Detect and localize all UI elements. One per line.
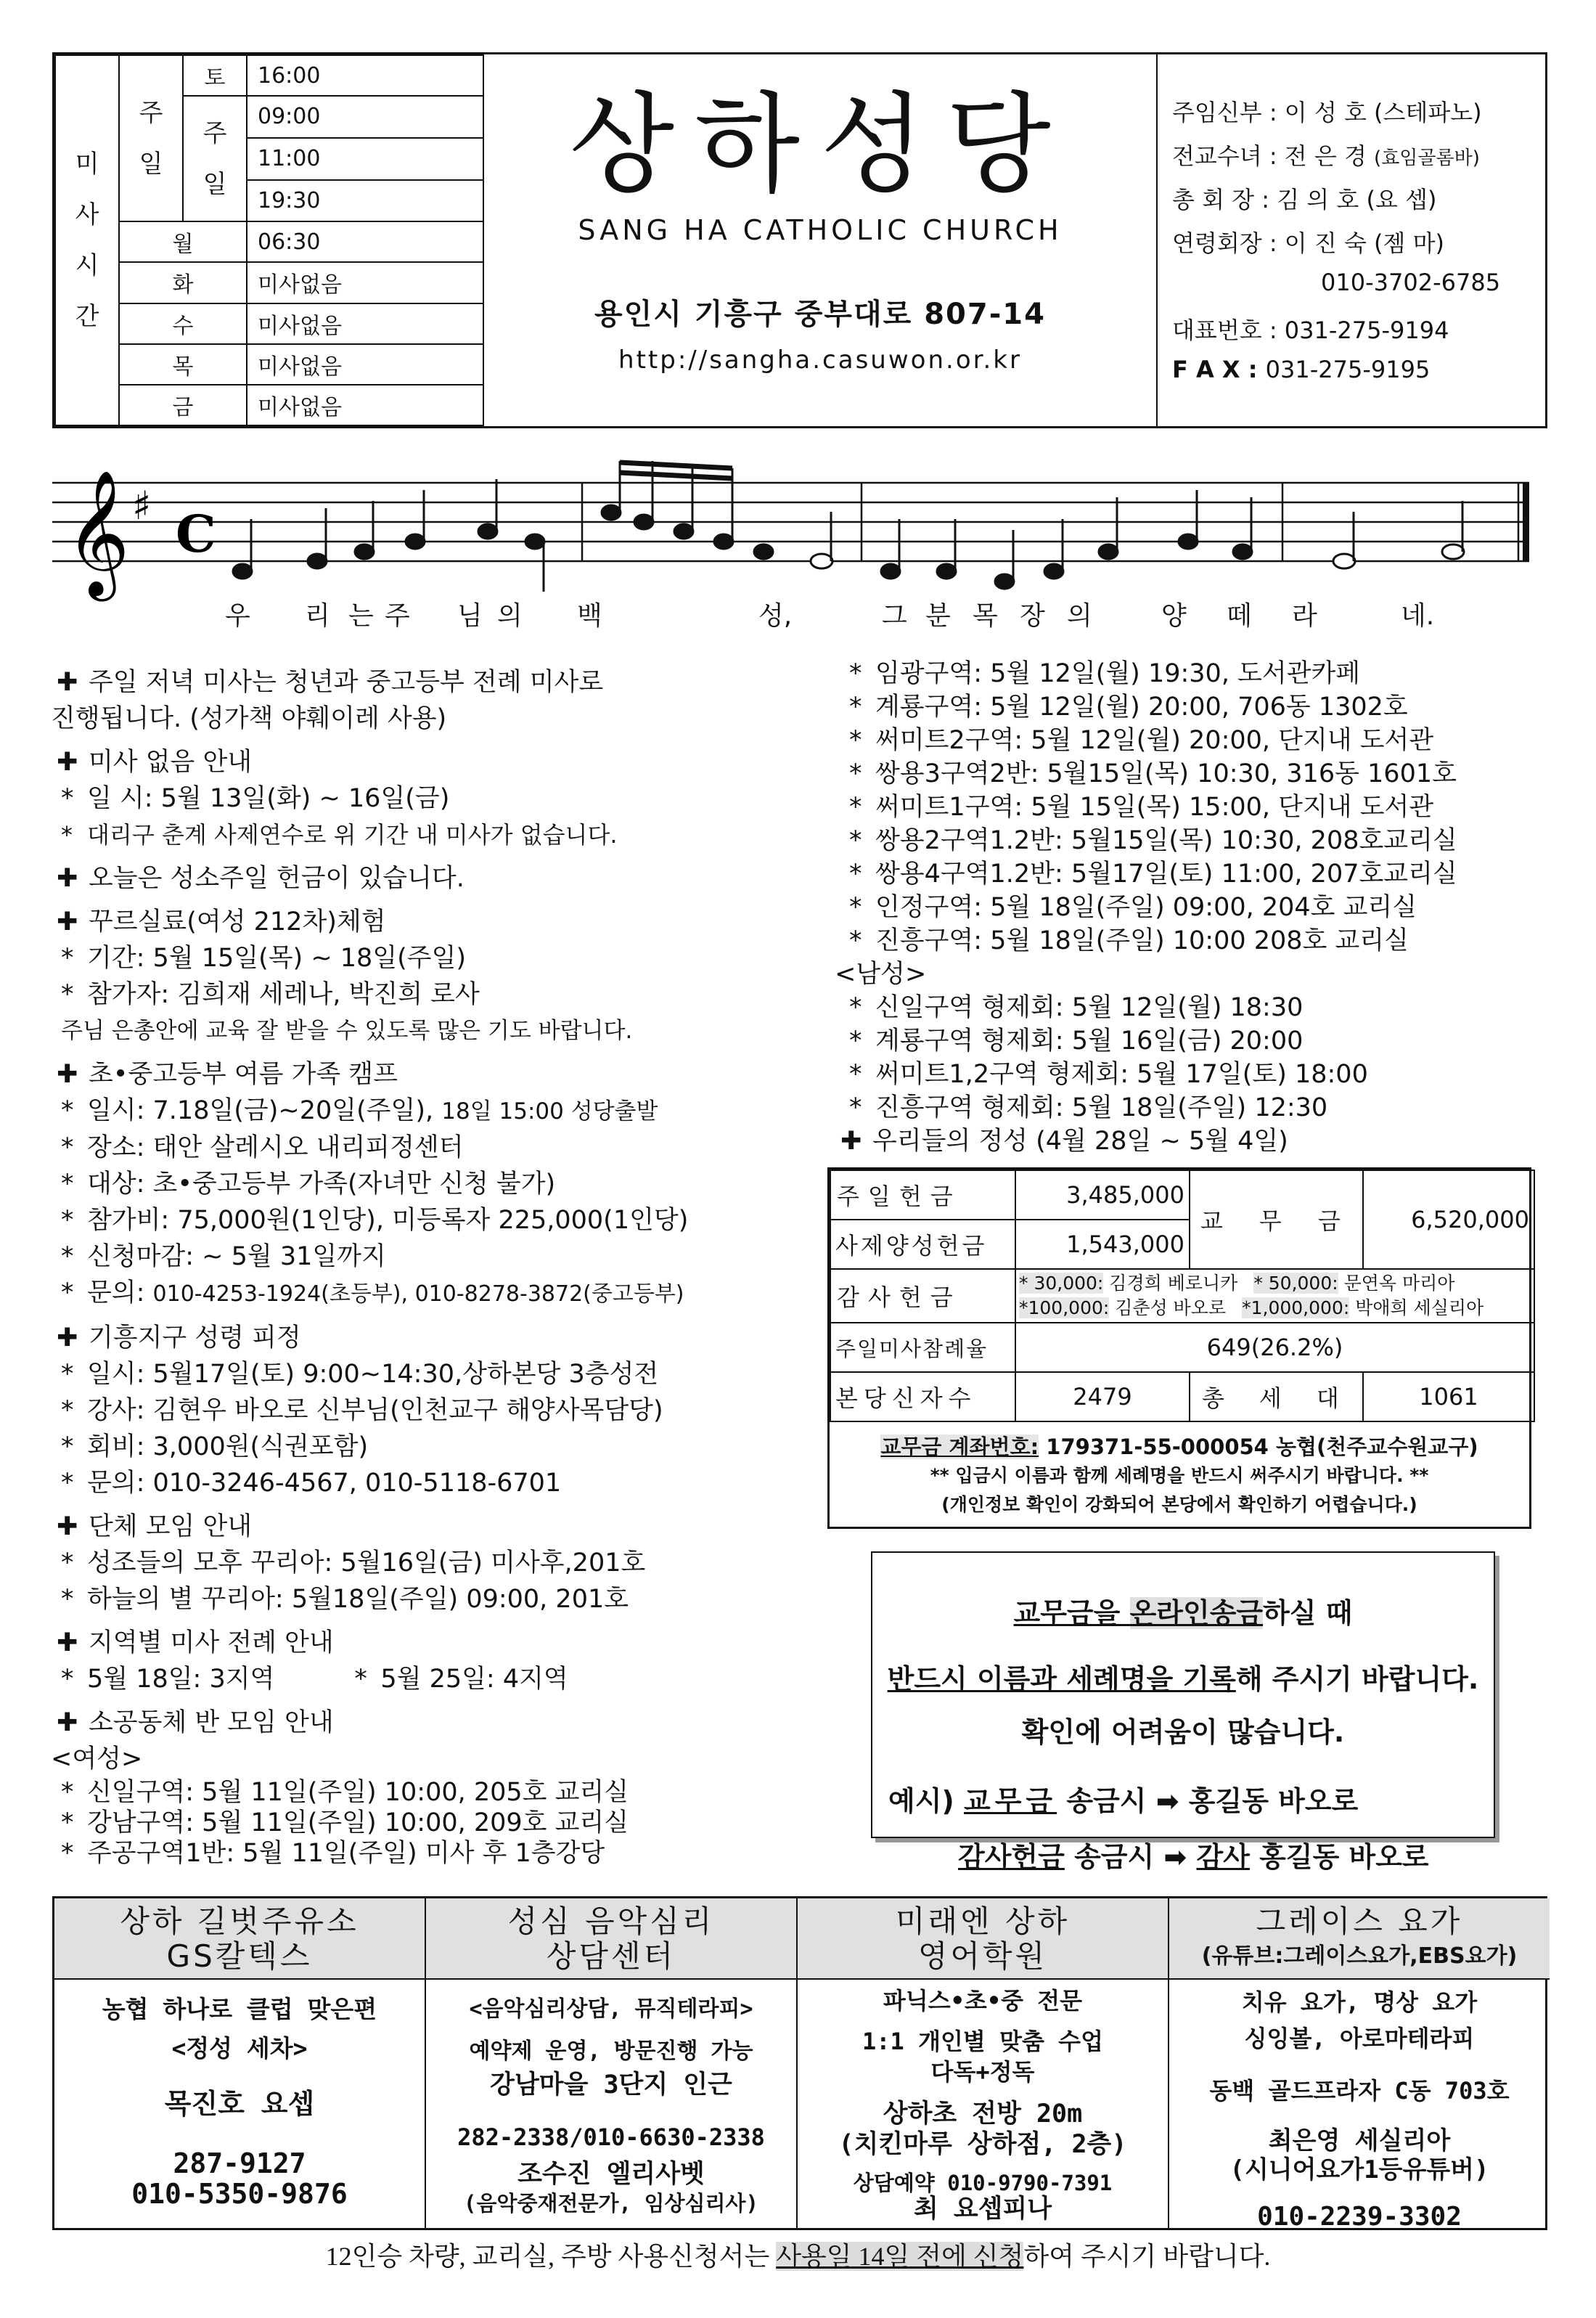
announcement-item: * 참가비: 75,000원(1인당), 미등록자 225,000(1인당) [61,1206,689,1235]
announcement-title: ✚ 초•중고등부 여름 가족 캠프 [51,1056,827,1093]
school-fee-value: 6,520,000 [1363,1170,1534,1269]
members-value: 2479 [1015,1372,1190,1421]
announcement-item: * 문의: 010-3246-4567, 010-5118-6701 [61,1469,562,1498]
announcement-item: * 진흥구역 형제회: 5월 18일(주일) 12:30 [849,1093,1328,1122]
sunday-time: 11:00 [247,138,483,180]
announcement-item: * 인정구역: 5월 18일(주일) 09:00, 204호 교리실 [849,893,1417,922]
thanks-offering-label: 감사헌금 [830,1269,1015,1323]
staff-list [1172,94,1542,399]
online-transfer-notice: 교무금을 온라인송금하실 때 반드시 이름과 세례명을 기록해 주시기 바랍니다. 확인에 어려움이 많습니다. 예시) 교무금 송금시 ➡ 홍길동 바오로 감사헌금 송금시 ➡ 감사 홍길동 바오로 [871,1551,1495,1838]
announcement-item: * 일시: 7.18일(금)~20일(주일), 18일 15:00 성당출발 [61,1096,658,1125]
cross-icon: ✚ [57,907,78,936]
mass-schedule-table [54,54,484,426]
announcement-item: * 기간: 5월 15일(목) ~ 18일(주일) [61,944,467,973]
announcement-item: * 대리구 춘계 사제연수로 위 기간 내 미사가 없습니다. [61,821,618,849]
sunday-label: 주 일 [183,96,247,221]
announcement-text: 주님 은총안에 교육 잘 받을 수 있도록 많은 기도 바랍니다. [61,1018,633,1044]
announcement-item: * 장소: 태안 살레시오 내리피정센터 [61,1133,464,1162]
notes [233,461,1464,592]
announcement-title: ✚ 단체 모임 안내 [51,1509,827,1545]
announcement-title: ✚ 소공동체 반 모임 안내 [51,1705,827,1741]
footer-note: 12인승 차량, 교리실, 주방 사용신청서는 사용일 14일 전에 신청하여 주시기 바랍니다. [325,2242,1271,2271]
priest-offering-label: 사제양성헌금 [830,1220,1015,1269]
announcement-item: * 쌍용3구역2반: 5월15일(목) 10:30, 316동 1601호 [849,759,1457,788]
sunday-group-label: 주 일 [119,55,183,221]
announcement-title: ✚ 기흥지구 성령 피정 [51,1320,827,1356]
announcement-item: * 쌍용2구역1.2반: 5월15일(목) 10:30, 208호교리실 [849,826,1457,855]
sunday-offering-label: 주일헌금 [830,1170,1015,1220]
staff-row: 대표번호 : 031-275-9194 [1172,317,1449,344]
bulletin-header [52,52,1547,428]
offering-table [827,1167,1531,1529]
announcement-item: * 주공구역1반: 5월 11일(주일) 미사 후 1층강당 [61,1839,605,1868]
announcement-title: ✚ 꾸르실료(여성 212차)체험 [51,904,827,940]
announcement-title: ✚ 주일 저녁 미사는 청년과 중고등부 전례 미사로 [51,664,827,701]
church-url[interactable]: http://sangha.casuwon.or.kr [618,346,1022,375]
account-info: 교무금 계좌번호: 179371-55-000054 농협(천주교수원교구) ** 입금시 이름과 함께 세례명을 반드시 써주시기 바랍니다. ** (개인정보 확인이 강화되어 본당에서 확인하기 어렵습니다.) [880,1435,1478,1515]
cross-icon: ✚ [57,668,78,697]
weekday-label: 목 [119,344,247,385]
members-label: 본당신자수 [830,1372,1015,1421]
announcement-text: 진행됩니다. (성가책 야훼이레 사용) [51,704,447,733]
mass-time-label: 미 사 시 간 [55,55,119,425]
cross-icon: ✚ [57,1512,78,1541]
announcement-item: * 진흥구역: 5월 18일(주일) 10:00 208호 교리실 [849,926,1409,955]
staff-row: 010-3702-6785 [1321,269,1501,296]
priest-offering-value: 1,543,000 [1015,1220,1190,1269]
saturday-time: 16:00 [247,55,483,96]
weekday-label: 월 [119,221,247,262]
announcement-item: * 신일구역 형제회: 5월 12일(월) 18:30 [849,993,1304,1022]
cross-icon: ✚ [57,1060,78,1089]
cross-icon: ✚ [57,1628,78,1657]
school-fee-label: 교무금 [1190,1170,1363,1269]
sunday-offering-value: 3,485,000 [1015,1170,1190,1220]
weekday-time: 미사없음 [247,344,483,385]
announcement-item: * 5월 18일: 3지역 * 5월 25일: 4지역 [61,1665,568,1694]
announcement-item: * 하늘의 별 꾸리아: 5월18일(주일) 09:00, 201호 [61,1585,629,1614]
church-name: 상하성당 [569,82,1071,208]
announcement-item: * 써미트2구역: 5월 12일(월) 20:00, 단지내 도서관 [849,726,1434,755]
attendance-value: 649(26.2%) [1015,1323,1534,1372]
announcement-text: <여성> [51,1744,143,1774]
ad-music-therapy: 성심 음악심리 상담센터 <음악심리상담, 뮤직테라피> 예약제 운영, 방문진행 가능 강남마을 3단지 인근 282-2338/010-6630-2338 조수진 엘리사벳 (음악중재전문가, 임상심리사) [426,1898,798,2228]
announcement-item: * 회비: 3,000원(식권포함) [61,1432,369,1461]
saturday-label: 토 [183,55,247,96]
announcement-item: * 참가자: 김희재 세레나, 박진희 로사 [61,980,480,1009]
announcement-item: * 계룡구역: 5월 12일(월) 20:00, 706동 1302호 [849,693,1408,722]
weekday-label: 수 [119,303,247,344]
sunday-time: 19:30 [247,180,483,222]
treble-clef-icon: 𝄞 [65,470,130,596]
announcement-title: ✚ 미사 없음 안내 [51,744,827,780]
households-value: 1061 [1363,1372,1534,1421]
church-english-name: SANG HA CATHOLIC CHURCH [578,214,1063,246]
announcement-title: ✚ 우리들의 정성 (4월 28일 ~ 5월 4일) [827,1125,1553,1158]
ad-english-academy: 미래엔 상하 영어학원 파닉스•초•중 전문 1:1 개인별 맞춤 수업 다독+정독 상하초 전방 20m (치킨마루 상하점, 2층) 상담예약 010-9790-7391 최 요셉피나 [798,1898,1169,2228]
announcement-item: * 계룡구역 형제회: 5월 16일(금) 20:00 [849,1027,1304,1056]
weekday-time: 미사없음 [247,385,483,425]
cross-icon: ✚ [57,748,78,777]
staff-row: 주임신부 : 이 성 호 (스테파노) [1172,99,1482,126]
sunday-time: 09:00 [247,96,483,138]
weekday-label: 금 [119,385,247,425]
announcement-item: * 강사: 김현우 바오로 신부님(인천교구 해양사목담당) [61,1396,663,1425]
common-time-icon: C [176,504,216,564]
music-score [52,446,1547,635]
ad-gas-station: 상하 길벗주유소 GS칼텍스 농협 하나로 클럽 맞은편 <정성 세차> 목진호 요셉 287-9127 010-5350-9876 [54,1898,426,2228]
cross-icon: ✚ [840,1127,862,1156]
church-title-block [483,54,1158,426]
church-address: 용인시 기흥구 중부대로 807-14 [594,298,1046,331]
announcement-item: * 대상: 초•중고등부 가족(자녀만 신청 불가) [61,1170,556,1199]
weekday-time: 미사없음 [247,262,483,303]
weekday-time: 06:30 [247,221,483,262]
announcement-text: <남성> [835,960,927,989]
cross-icon: ✚ [57,864,78,893]
staff-row: 연령회장 : 이 진 숙 (젬 마) [1172,229,1444,257]
thanks-offering-list: * 30,000: 김경희 베로니카 * 50,000: 문연옥 마리아 *100,000: 김춘성 바오로 *1,000,000: 박애희 세실리아 [1015,1269,1534,1323]
announcement-item: * 써미트1,2구역 형제회: 5월 17일(토) 18:00 [849,1060,1368,1089]
staff-row: F A X : 031-275-9195 [1172,356,1431,383]
announcement-item: * 일시: 5월17일(토) 9:00~14:30,상하본당 3층성전 [61,1360,659,1389]
announcement-item: * 성조들의 모후 꾸리아: 5월16일(금) 미사후,201호 [61,1548,646,1578]
announcement-item: * 신일구역: 5월 11일(주일) 10:00, 205호 교리실 [61,1778,629,1807]
ad-yoga: 그레이스 요가 (유튜브:그레이스요가,EBS요가) 치유 요가, 명상 요가 싱잉볼, 아로마테라피 동백 골드프라자 C동 703호 최은영 세실리아 (시니어요가1등유튜버) 010-2239-3302 [1169,1898,1550,2228]
attendance-label: 주일미사참례율 [830,1323,1015,1372]
announcement-item: * 임광구역: 5월 12일(월) 19:30, 도서관카페 [849,659,1361,688]
announcement-title: ✚ 오늘은 성소주일 헌금이 있습니다. [51,860,827,897]
cross-icon: ✚ [57,1708,78,1737]
households-label: 총세대 [1190,1372,1363,1421]
announcement-item: * 신청마감: ~ 5월 31일까지 [61,1242,386,1271]
announcement-title: ✚ 지역별 미사 전례 안내 [51,1625,827,1661]
announcement-item: * 일 시: 5월 13일(화) ~ 16일(금) [61,784,450,813]
sharp-icon: ♯ [132,483,152,529]
cross-icon: ✚ [57,1323,78,1352]
announcement-item: * 써미트1구역: 5월 15일(목) 15:00, 단지내 도서관 [849,793,1434,822]
announcement-item: * 문의: 010-4253-1924(초등부), 010-8278-3872(중고등부) [61,1278,684,1307]
staff-row: 총 회 장 : 김 의 호 (요 셉) [1172,186,1437,213]
ads-row [52,1896,1547,2230]
announcement-item: * 쌍용4구역1.2반: 5월17일(토) 11:00, 207호교리실 [849,860,1457,889]
announcement-item: * 강남구역: 5월 11일(주일) 10:00, 209호 교리실 [61,1808,629,1837]
weekday-label: 화 [119,262,247,303]
staff-row: 전교수녀 : 전 은 경 (효임골롬바) [1172,142,1480,170]
announcements-right [827,657,1553,1158]
announcements-left [51,657,827,1869]
weekday-time: 미사없음 [247,303,483,344]
